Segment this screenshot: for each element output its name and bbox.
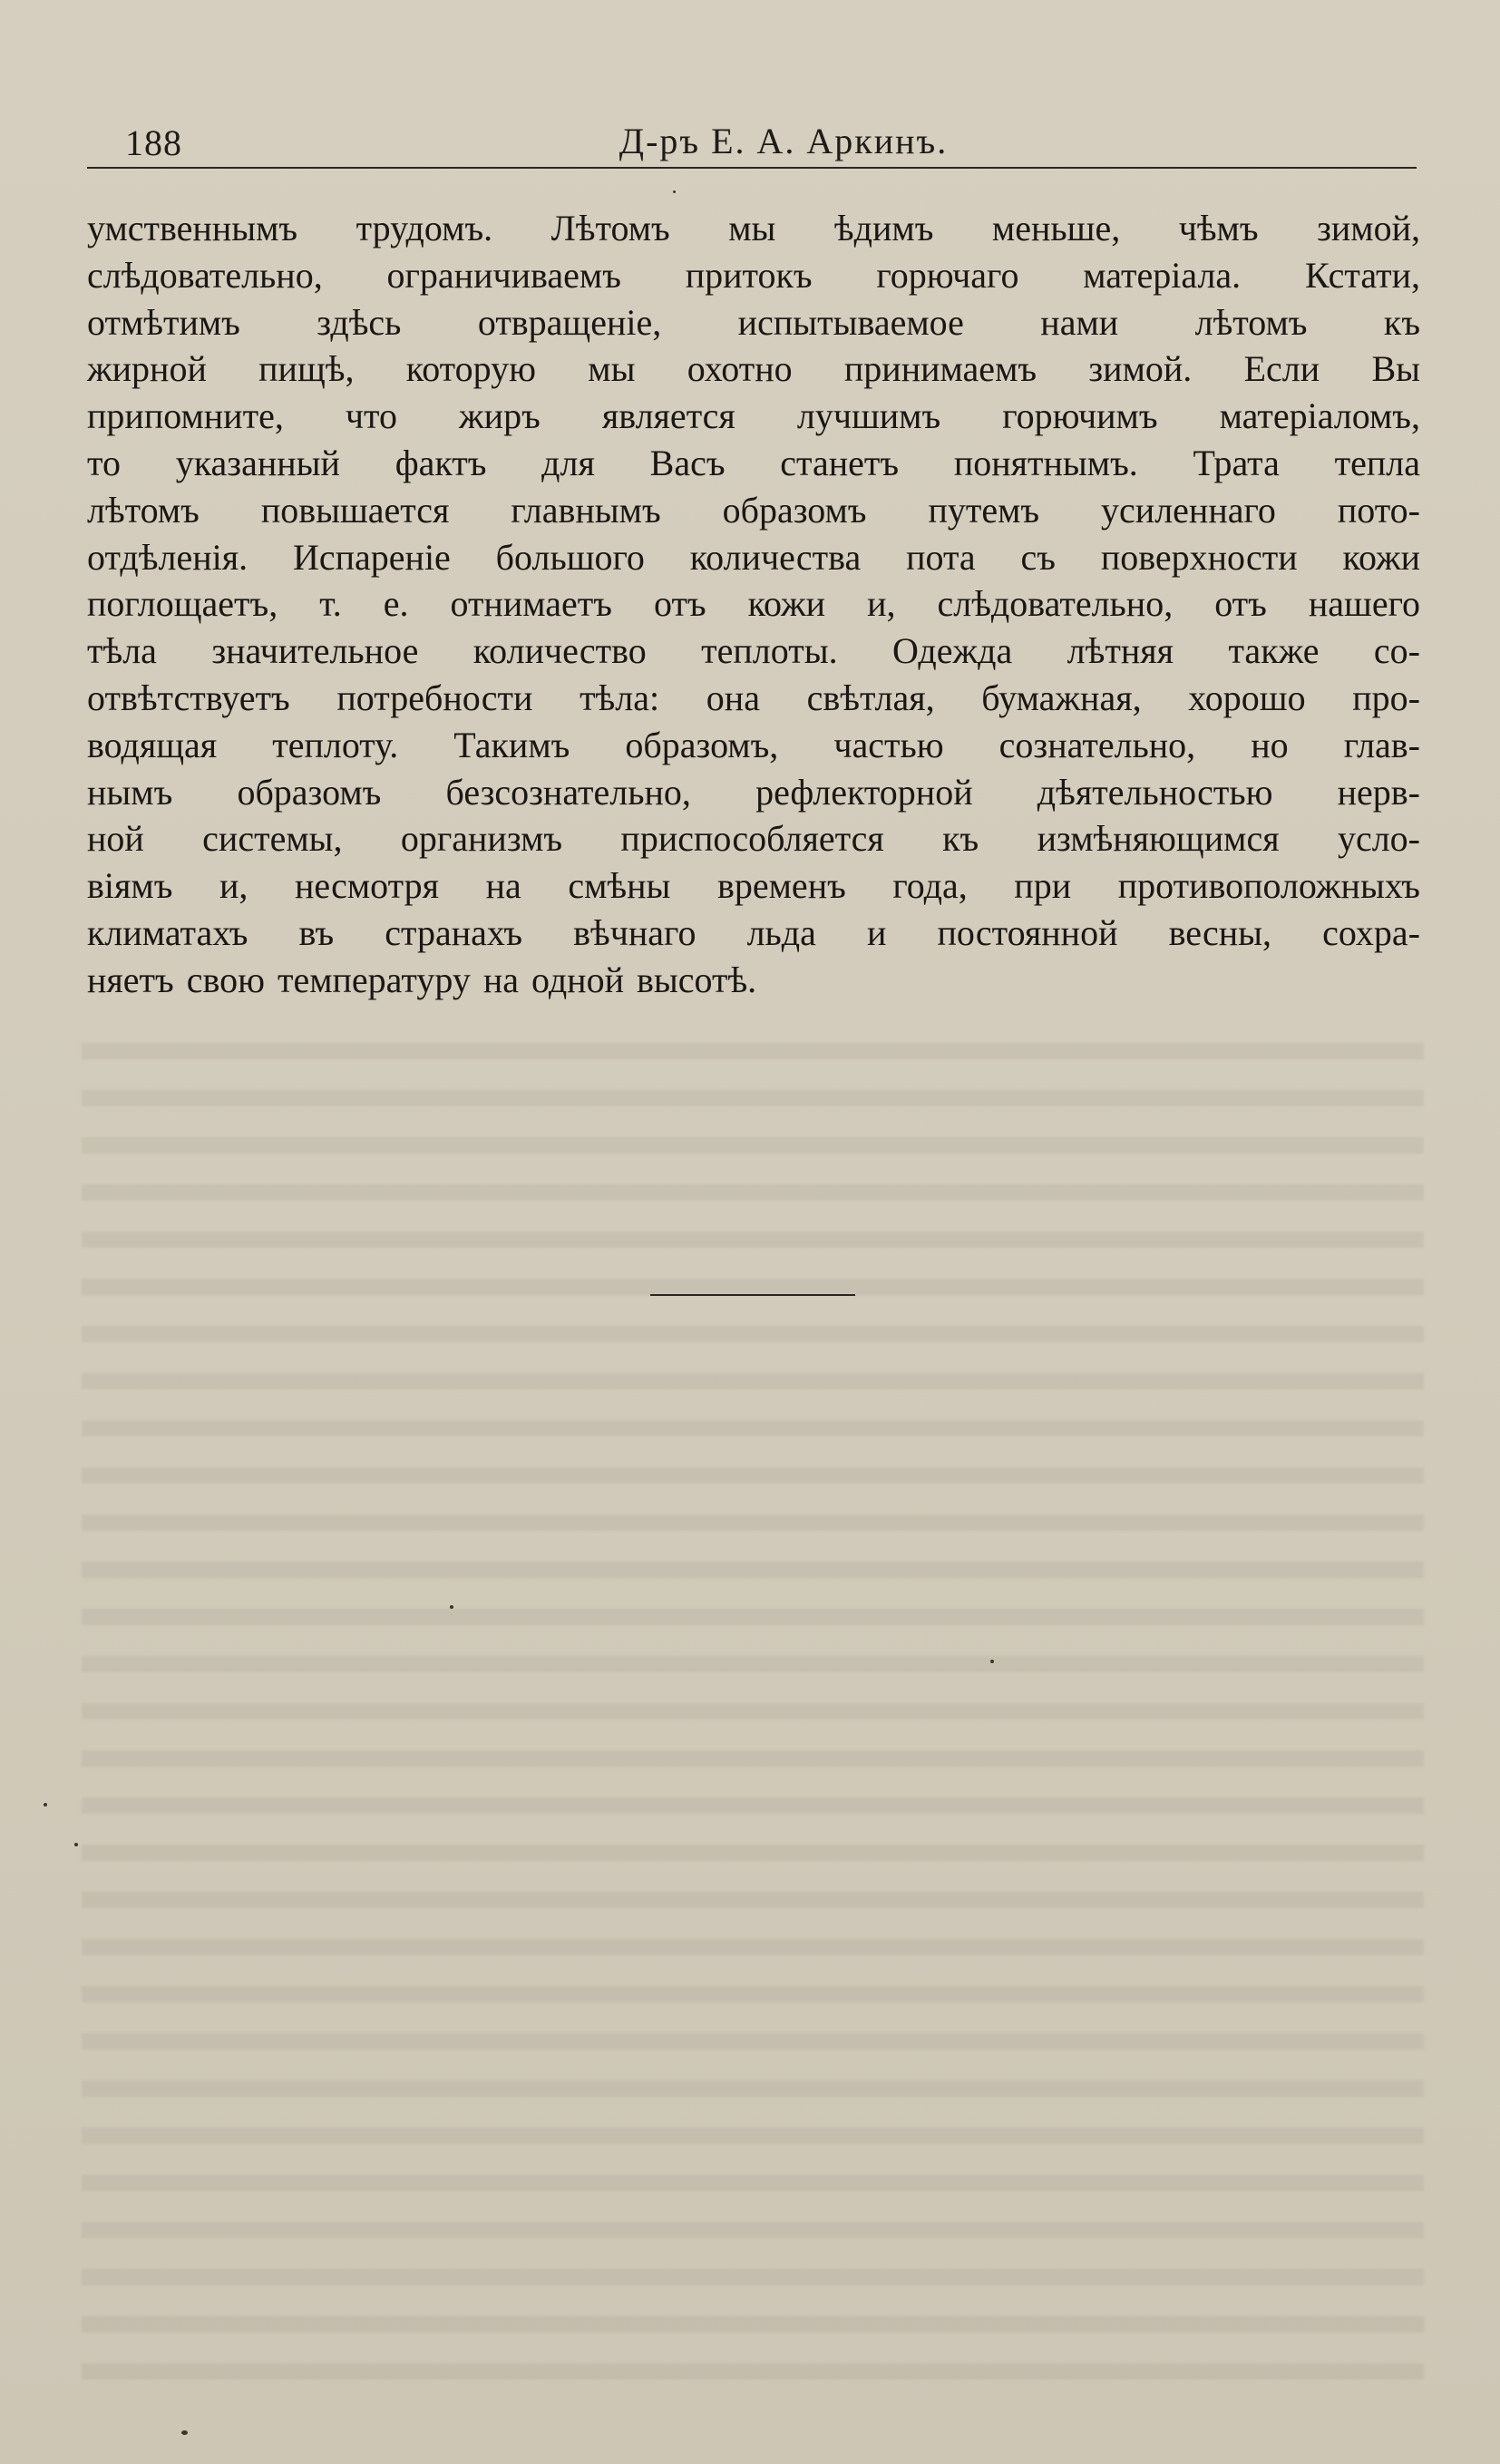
- show-through-texture: [82, 1043, 1424, 2403]
- paper-speck: [74, 1843, 78, 1846]
- text-line: віямъ и, несмотря на смѣны временъ года, при противоположныхъ: [87, 865, 1420, 907]
- text-line: поглощаетъ, т. е. отнимаетъ отъ кожи и, слѣдовательно, отъ нашего: [87, 583, 1420, 625]
- text-line: водящая теплоту. Такимъ образомъ, частью сознательно, но глав-: [87, 724, 1420, 765]
- text-line: лѣтомъ повышается главнымъ образомъ путемъ усиленнаго пото-: [87, 489, 1420, 531]
- paper-speck: [673, 190, 676, 193]
- text-line: ной системы, организмъ приспособляется къ измѣняющимся усло-: [87, 818, 1420, 860]
- section-end-rule: [650, 1294, 855, 1296]
- text-line: отдѣленія. Испареніе большого количества пота съ поверхности кожи: [87, 536, 1420, 578]
- text-line: отмѣтимъ здѣсь отвращеніе, испытываемое нами лѣтомъ къ: [87, 301, 1420, 343]
- running-head: Д-ръ Е. А. Аркинъ.: [619, 121, 949, 161]
- page-header: [87, 120, 1417, 169]
- text-line: нымъ образомъ безсознательно, рефлекторной дѣятельностью нерв-: [87, 771, 1420, 813]
- paper-speck: [181, 2430, 188, 2435]
- text-line: слѣдовательно, ограничиваемъ притокъ горючаго матеріала. Кстати,: [87, 254, 1420, 296]
- paper-speck: [44, 1803, 47, 1807]
- text-line: жирной пищѣ, которую мы охотно принимаемъ зимой. Если Вы: [87, 348, 1420, 390]
- text-line: климатахъ въ странахъ вѣчнаго льда и постоянной весны, сохра-: [87, 911, 1420, 953]
- paper-speck: [990, 1660, 994, 1663]
- text-line: отвѣтствуетъ потребности тѣла: она свѣтлая, бумажная, хорошо про-: [87, 677, 1420, 718]
- paper-speck: [450, 1605, 453, 1609]
- page-number: 188: [125, 122, 182, 163]
- text-line: припомните, что жиръ является лучшимъ горючимъ матеріаломъ,: [87, 395, 1420, 437]
- text-line: умственнымъ трудомъ. Лѣтомъ мы ѣдимъ меньше, чѣмъ зимой,: [87, 208, 1420, 248]
- body-paragraph: [87, 205, 1420, 1004]
- text-line: тѣла значительное количество теплоты. Одежда лѣтняя также со-: [87, 630, 1420, 672]
- text-line: няетъ свою температуру на одной высотѣ.: [87, 959, 757, 1000]
- text-line: то указанный фактъ для Васъ станетъ понятнымъ. Трата тепла: [87, 442, 1420, 483]
